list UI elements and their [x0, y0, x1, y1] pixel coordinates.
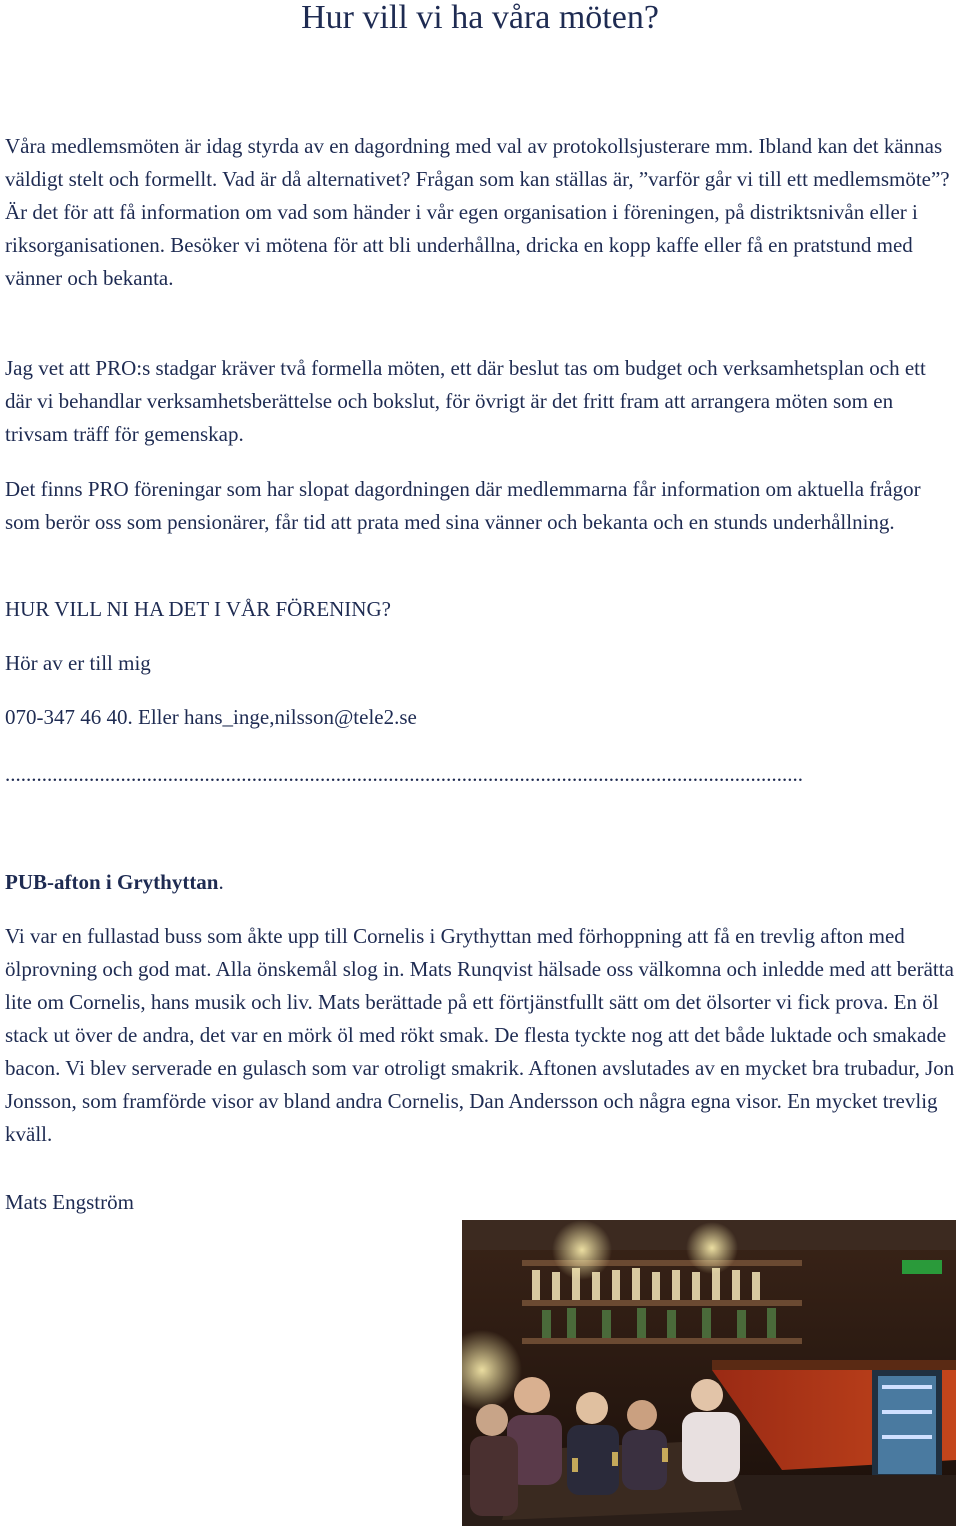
- question-line: HUR VILL NI HA DET I VÅR FÖRENING?: [5, 597, 391, 621]
- article-title: Hur vill vi ha våra möten?: [301, 0, 659, 36]
- pub-heading: PUB-afton i Grythyttan: [5, 870, 219, 894]
- pub-heading-period: .: [218, 870, 224, 894]
- pub-body-paragraph: Vi var en fullastad buss som åkte upp till Cornelis i Grythyttan med förhoppning att få en trevlig afton med ölprovning och god mat. Alla önskemål slog in. Mats Runqvist hälsade oss välkomna och inledde med att berätta lite om Cornelis, hans musik och liv. Mats berättade på ett förtjänstfullt sätt om det ölsorter vi fick prova. En öl stack ut över de andra, det var en mörk öl med rökt smak. De flesta tyckte nog att det både luktade och smakade bacon. Vi blev serverade en gulasch som var otroligt smakrik. Aftonen avslutades av en mycket bra trubadur, Jon Jonsson, som framförde visor av bland andra Cornelis, Dan Andersson och några egna visor. En mycket trevlig kväll.: [5, 924, 955, 1146]
- author-signature: Mats Engström: [5, 1190, 134, 1214]
- dotted-divider: ........................................................................................................................................................: [5, 762, 803, 786]
- pub-photo: [462, 1220, 956, 1526]
- statutes-paragraph: Jag vet att PRO:s stadgar kräver två formella möten, ett där beslut tas om budget och verksamhetsplan och ett där vi behandlar verksamhetsberättelse och bokslut, för övrigt är det fritt fram att arrangera möten som en trivsam träff för gemenskap.: [5, 356, 926, 446]
- pub-heading-line: [5, 866, 955, 899]
- contact-info: 070-347 46 40. Eller hans_inge,nilsson@tele2.se: [5, 705, 417, 729]
- contact-prompt: Hör av er till mig: [5, 651, 151, 675]
- intro-paragraph: Våra medlemsmöten är idag styrda av en dagordning med val av protokollsjusterare mm. Ibland kan det kännas väldigt stelt och formellt. Vad är då alternativet? Frågan som kan ställas är, ”varför går vi till ett medlemsmöte”? Är det för att få information om vad som händer i vår egen organisation i föreningen, på distriktsnivån eller i riksorganisationen. Besöker vi mötena för att bli underhållna, dricka en kopp kaffe eller få en pratstund med vänner och bekanta.: [5, 134, 950, 290]
- examples-paragraph: Det finns PRO föreningar som har slopat dagordningen där medlemmarna får information om aktuella frågor som berör oss som pensionärer, får tid att prata med sina vänner och bekanta och en stunds underhållning.: [5, 477, 921, 534]
